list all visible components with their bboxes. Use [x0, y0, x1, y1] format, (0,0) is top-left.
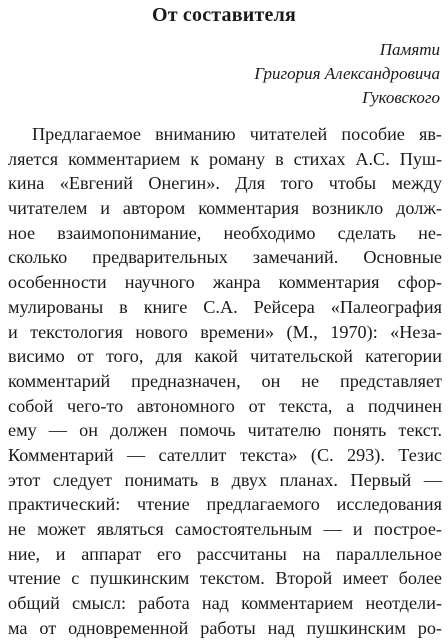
text-line: ма от одновременной работы над пушкинским ро- — [8, 617, 442, 638]
body-paragraph — [8, 122, 442, 640]
dedication-line: Гуковского — [362, 88, 440, 107]
text-line: мулированы в книге С.А. Рейсера «Палеография — [8, 296, 442, 317]
text-line: ние, и аппарат его рассчитаны на параллельное — [8, 543, 442, 564]
text-line: общий смысл: работа над комментарием неотдели- — [8, 593, 442, 614]
text-line: ляется комментарием к роману в стихах А.С. Пуш- — [8, 148, 442, 169]
dedication-line: Григория Александровича — [254, 64, 440, 83]
text-line: сколько предварительных замечаний. Основные — [8, 247, 442, 268]
text-line: особенности научного жанра комментария сфор- — [8, 272, 442, 293]
text-line: комментарий предназначен, он не представляет — [8, 370, 442, 391]
text-line: не может являться самостоятельным — и построе- — [8, 519, 442, 539]
text-line: практический: чтение предлагаемого исследования — [8, 494, 442, 515]
text-line: этот следует понимать в двух планах. Первый — — [8, 469, 442, 490]
text-line: собой чего-то автономного от текста, а подчинен — [8, 395, 442, 416]
text-line: Комментарий — сателлит текста» (С. 293). Тезис — [8, 444, 442, 465]
text-line: ное взаимопонимание, необходимо сделать не- — [8, 222, 442, 243]
text-line: кина «Евгений Онегин». Для того чтобы между — [8, 173, 442, 194]
dedication-line: Памяти — [379, 40, 440, 59]
text-line: и текстология нового времени» (М., 1970): «Неза- — [8, 321, 442, 342]
text-line: читателем и автором комментария возникло долж- — [8, 198, 442, 219]
text-line: ему — он должен помочь читателю понять текст. — [8, 420, 442, 441]
dedication — [254, 38, 440, 110]
text-line: чтение с пушкинским текстом. Второй имеет более — [8, 568, 442, 589]
chapter-title: От составителя — [151, 4, 297, 26]
text-line: Предлагаемое вниманию читателей пособие яв- — [32, 124, 442, 144]
text-line: висимо от того, для какой читательской категории — [8, 346, 442, 367]
